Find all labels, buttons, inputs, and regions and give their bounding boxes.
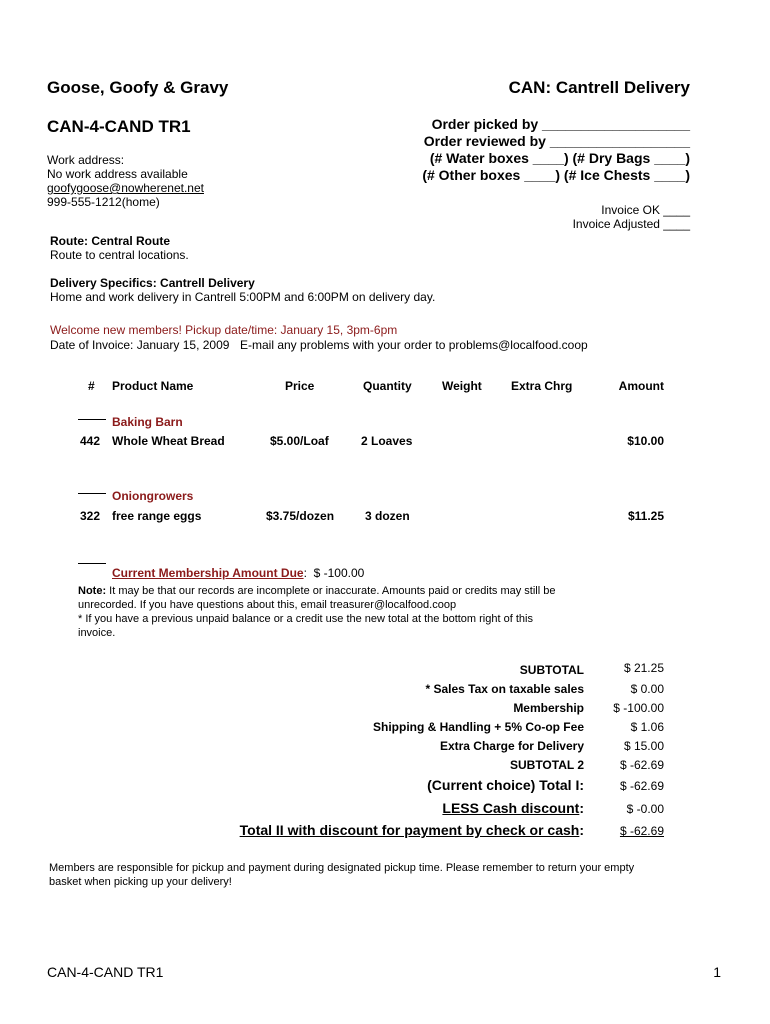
- footer-note-line-1: Members are responsible for pickup and payment during designated pickup time. Please remember to return your empty: [49, 862, 635, 874]
- item-quantity: 3 dozen: [365, 509, 410, 523]
- total2-label: Total II with discount for payment by check or cash: [239, 822, 580, 838]
- subtotal-label: SUBTOTAL: [519, 663, 584, 677]
- producer-name: Oniongrowers: [112, 489, 194, 503]
- col-header-amount: Amount: [618, 379, 664, 393]
- less-cash-colon: :: [579, 800, 584, 816]
- route-text: Route to central locations.: [50, 248, 189, 262]
- member-phone: 999-555-1212(home): [47, 195, 160, 209]
- producer-name: Baking Barn: [112, 415, 183, 429]
- delivery-site-title: CAN: Cantrell Delivery: [508, 78, 690, 97]
- extra-charge-label: Extra Charge for Delivery: [439, 739, 584, 753]
- total2-row: [240, 822, 584, 838]
- membership-due-label: Current Membership Amount Due: [112, 566, 304, 580]
- problems-email-note: E-mail any problems with your order to problems@localfood.coop: [240, 338, 588, 352]
- footer-note-line-2: basket when picking up your delivery!: [49, 876, 232, 888]
- col-header-number: #: [88, 379, 95, 393]
- invoice-date: Date of Invoice: January 15, 2009: [50, 338, 230, 352]
- note-line-2: unrecorded. If you have questions about this, email treasurer@localfood.coop: [78, 599, 457, 611]
- sales-tax-label: * Sales Tax on taxable sales: [425, 682, 584, 696]
- total2-value: $ -62.69: [619, 824, 664, 838]
- checkoff-line: [78, 563, 106, 564]
- col-header-extra: Extra Chrg: [511, 379, 573, 393]
- water-boxes-line: (# Water boxes ____) (# Dry Bags ____): [429, 150, 690, 166]
- shipping-value: $ 1.06: [630, 720, 664, 734]
- item-number: 442: [80, 434, 101, 448]
- subtotal2-label: SUBTOTAL 2: [509, 758, 584, 772]
- total1-label: (Current choice) Total I:: [427, 777, 584, 793]
- item-product: free range eggs: [112, 509, 202, 523]
- col-header-quantity: Quantity: [363, 379, 412, 393]
- order-reviewed-line: Order reviewed by __________________: [423, 133, 690, 149]
- note-line-4: invoice.: [78, 627, 116, 639]
- checkoff-line: [78, 419, 106, 420]
- other-boxes-line: (# Other boxes ____) (# Ice Chests ____): [422, 167, 690, 183]
- membership-due-value: $ -100.00: [313, 566, 365, 580]
- membership-due-row: [112, 566, 364, 580]
- work-address-value: No work address available: [47, 167, 188, 181]
- item-price: $3.75/dozen: [266, 509, 335, 523]
- note-line-3: * If you have a previous unpaid balance or a credit use the new total at the bottom right of this: [78, 613, 533, 625]
- less-cash-value: $ -0.00: [626, 802, 664, 816]
- company-name: Goose, Goofy & Gravy: [47, 78, 229, 97]
- col-header-product: Product Name: [112, 379, 194, 393]
- item-amount: $10.00: [627, 434, 664, 448]
- membership-label: Membership: [513, 701, 584, 715]
- less-cash-label: LESS Cash discount: [442, 800, 580, 816]
- shipping-label: Shipping & Handling + 5% Co-op Fee: [372, 720, 584, 734]
- item-number: 322: [80, 509, 101, 523]
- note-text-1: It may be that our records are incomplete or inaccurate. Amounts paid or credits may still be: [106, 585, 556, 597]
- total2-colon: :: [579, 822, 584, 838]
- delivery-label: Delivery Specifics: Cantrell Delivery: [50, 276, 255, 290]
- checkoff-line: [78, 493, 106, 494]
- item-product: Whole Wheat Bread: [112, 434, 225, 448]
- membership-due-colon: :: [303, 566, 307, 580]
- sales-tax-value: $ 0.00: [630, 682, 664, 696]
- invoice-adjusted: Invoice Adjusted ____: [572, 217, 690, 231]
- subtotal-value: $ 21.25: [623, 661, 664, 675]
- work-address-label: Work address:: [47, 153, 125, 167]
- subtotal2-value: $ -62.69: [619, 758, 664, 772]
- delivery-text: Home and work delivery in Cantrell 5:00PM and 6:00PM on delivery day.: [50, 290, 436, 304]
- total1-value: $ -62.69: [619, 779, 664, 793]
- extra-charge-value: $ 15.00: [623, 739, 664, 753]
- welcome-message: Welcome new members! Pickup date/time: January 15, 3pm-6pm: [50, 323, 398, 337]
- page-footer-code: CAN-4-CAND TR1: [47, 964, 164, 980]
- note-line-1: [78, 585, 555, 597]
- less-cash-row: [442, 800, 584, 816]
- member-code: CAN-4-CAND TR1: [47, 117, 191, 136]
- item-amount: $11.25: [627, 509, 664, 523]
- order-picked-line: Order picked by ___________________: [431, 116, 690, 132]
- item-quantity: 2 Loaves: [361, 434, 413, 448]
- col-header-weight: Weight: [442, 379, 482, 393]
- member-email-link[interactable]: goofygoose@nowherenet.net: [47, 181, 204, 195]
- item-price: $5.00/Loaf: [270, 434, 329, 448]
- note-label: Note:: [78, 585, 107, 597]
- col-header-price: Price: [285, 379, 315, 393]
- route-label: Route: Central Route: [50, 234, 170, 248]
- membership-value: $ -100.00: [613, 701, 664, 715]
- invoice-ok: Invoice OK ____: [601, 203, 690, 217]
- page-number: 1: [713, 964, 721, 980]
